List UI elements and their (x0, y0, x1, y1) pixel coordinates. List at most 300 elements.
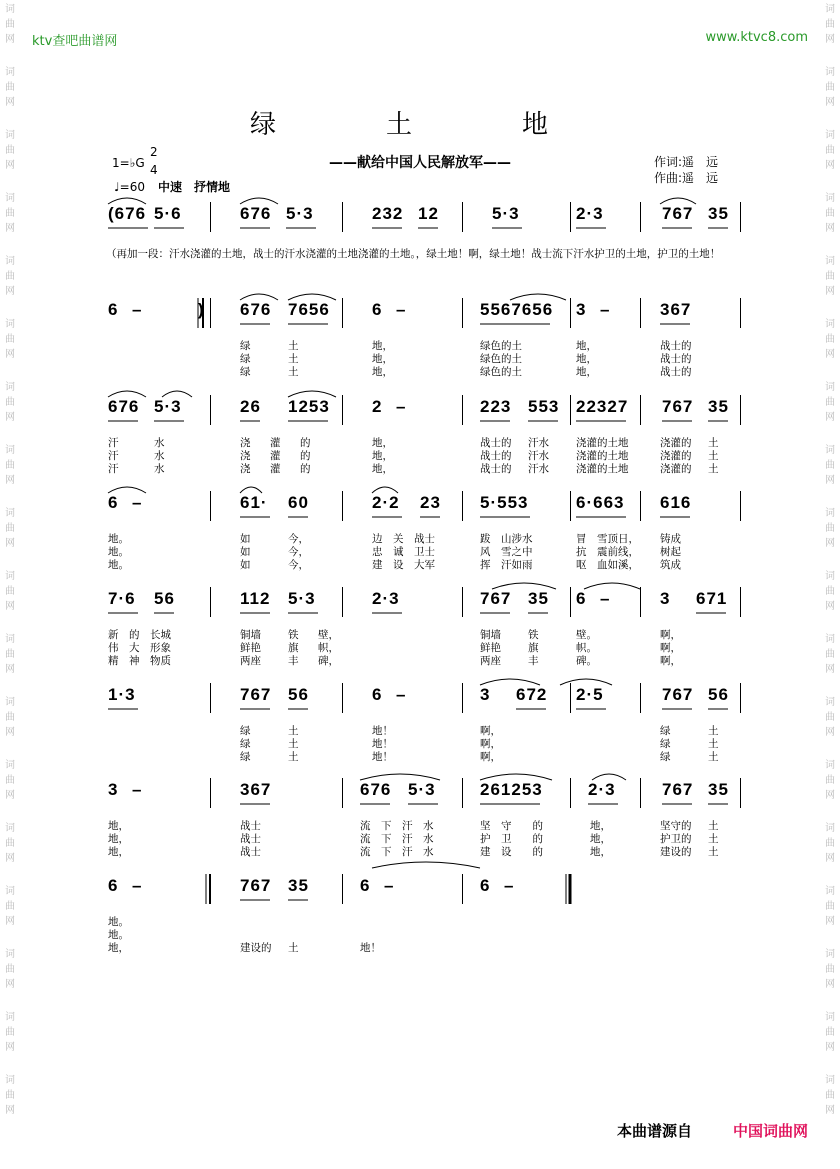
watermark-char: 网 (825, 790, 835, 801)
lyric-text: 土 (288, 738, 299, 750)
lyric-text: 啊， (660, 629, 681, 641)
lyric-text: 流 下 汗 水 (360, 833, 434, 845)
note-group: 35 (528, 589, 549, 608)
lyric-text: 地， (108, 820, 129, 832)
watermark-char: 曲 (5, 82, 15, 93)
note-group: 7·6 (108, 589, 136, 608)
lyric-text: 土 (708, 437, 719, 449)
lyric-text: 筑成 (660, 559, 681, 571)
watermark-char: 词 (825, 949, 835, 960)
watermark-char: 曲 (825, 1027, 835, 1038)
lyric-text: 战士的 (480, 450, 512, 462)
lyric-text: 战士的 (660, 353, 692, 365)
watermark-char: 网 (825, 1042, 835, 1053)
note-group: 1253 (288, 397, 330, 416)
watermark-char: 网 (5, 916, 15, 927)
watermark-char: 曲 (5, 334, 15, 345)
slur (480, 774, 552, 780)
lyric-text: 地。 (108, 916, 129, 928)
watermark-char: 曲 (825, 775, 835, 786)
watermark-char: 词 (5, 760, 15, 771)
lyric-text: 地， (590, 846, 611, 858)
watermark-char: 词 (5, 697, 15, 708)
lyric-text: 绿 (240, 725, 251, 737)
watermark-char: 词 (5, 1012, 15, 1023)
lyric-text: 地， (590, 820, 611, 832)
watermark-char: 曲 (825, 460, 835, 471)
lyric-text: 护 卫 的 (480, 833, 543, 845)
watermark-char: 词 (825, 697, 835, 708)
note-group: 676 (240, 204, 272, 223)
watermark-char: 网 (825, 349, 835, 360)
tempo-mark: ♩=60 (114, 180, 145, 194)
note-group: ) (198, 300, 205, 319)
note-group: 767 (662, 204, 694, 223)
watermark-char: 网 (5, 664, 15, 675)
lyric-text: 帜， (318, 642, 339, 654)
watermark-char: 词 (5, 256, 15, 267)
lyric-text: 伟 大 形象 (108, 642, 171, 654)
note-group: 5·3 (408, 780, 436, 799)
lyric-text: 帜。 (576, 642, 597, 654)
note-group: 56 (154, 589, 175, 608)
lyric-text: 地， (372, 437, 393, 449)
watermark-char: 曲 (825, 964, 835, 975)
lyric-text: 绿 (240, 738, 251, 750)
watermark-char: 曲 (825, 145, 835, 156)
lyric-text: 鲜艳 (240, 642, 261, 654)
watermark-char: 词 (825, 760, 835, 771)
note-group: – (396, 397, 407, 416)
watermark-char: 网 (5, 790, 15, 801)
watermark-char: 网 (5, 1042, 15, 1053)
lyric-text: 灌 (270, 450, 281, 462)
watermark-char: 网 (5, 853, 15, 864)
lyric-text: 地！ (360, 942, 381, 954)
lyric-text: 地。 (108, 546, 129, 558)
lyric-text: 绿 (660, 738, 671, 750)
slur (240, 487, 262, 493)
watermark-char: 曲 (825, 712, 835, 723)
lyric-text: 绿色的土 (480, 340, 522, 352)
note-group: 6 (480, 876, 491, 895)
watermark-char: 曲 (5, 460, 15, 471)
watermark-char: 网 (825, 979, 835, 990)
note-group: 6·663 (576, 493, 625, 512)
watermark-char: 网 (5, 97, 15, 108)
lyric-text: 地。 (108, 533, 129, 545)
watermark-char: 词 (825, 823, 835, 834)
slur (492, 583, 556, 589)
watermark-char: 词 (825, 67, 835, 78)
watermark-char: 网 (5, 475, 15, 486)
watermark-char: 词 (5, 382, 15, 393)
site-link-right[interactable]: www.ktvc8.com (705, 30, 808, 45)
lyric-text: 流 下 汗 水 (360, 846, 434, 858)
lyric-text: 土 (708, 450, 719, 462)
lyric-text: 如 (240, 533, 251, 545)
watermark-char: 网 (5, 979, 15, 990)
lyric-text: 啊， (480, 738, 501, 750)
composer: 作曲:遥 远 (654, 171, 719, 185)
note-group: 61· (240, 493, 268, 512)
lyric-text: 丰 (528, 655, 539, 667)
watermark-char: 曲 (5, 523, 15, 534)
watermark-char: 曲 (825, 649, 835, 660)
watermark-char: 网 (5, 160, 15, 171)
slur (660, 198, 696, 204)
watermark-char: 网 (825, 538, 835, 549)
slur (560, 679, 612, 685)
note-group: 553 (528, 397, 560, 416)
watermark-char: 词 (825, 319, 835, 330)
watermark-char: 网 (825, 97, 835, 108)
lyric-text: 忠 诚 卫士 (372, 546, 435, 558)
note-group: – (132, 493, 143, 512)
slur (240, 294, 278, 300)
site-link-left[interactable]: ktv查吧曲谱网 (32, 34, 118, 49)
note-group: 12 (418, 204, 439, 223)
note-group: 232 (372, 204, 404, 223)
lyric-text: 新 的 长城 (108, 629, 171, 641)
watermark-char: 网 (825, 853, 835, 864)
lyric-text: 浇灌的 (660, 450, 692, 462)
note-group: 671 (696, 589, 728, 608)
note-group: 35 (288, 876, 309, 895)
lyric-text: 土 (708, 725, 719, 737)
lyric-text: 地， (576, 353, 597, 365)
watermark-char: 词 (5, 571, 15, 582)
watermark-char: 词 (5, 508, 15, 519)
watermark-char: 网 (5, 601, 15, 612)
lyric-text: 地， (372, 463, 393, 475)
tempo-text: 中速 抒情地 (158, 180, 231, 194)
song-title: 绿 土 地 (249, 110, 590, 140)
lyric-text: 的 (300, 437, 311, 449)
lyric-text: 灌 (270, 463, 281, 475)
note-group: 5·553 (480, 493, 529, 512)
lyric-text: 建设的 (240, 942, 272, 954)
watermark-char: 词 (5, 130, 15, 141)
source-site-link[interactable]: 中国词曲网 (732, 1122, 808, 1140)
note-group: 35 (708, 204, 729, 223)
watermark-char: 曲 (825, 208, 835, 219)
watermark-char: 曲 (5, 775, 15, 786)
watermark-char: 词 (5, 1075, 15, 1086)
lyric-text: 土 (288, 340, 299, 352)
lyric-text: 树起 (660, 546, 681, 558)
note-group: 35 (708, 397, 729, 416)
note-group: 767 (480, 589, 512, 608)
source-label: 本曲谱源自 (616, 1122, 692, 1140)
lyric-text: 地， (108, 833, 129, 845)
watermark-char: 曲 (825, 271, 835, 282)
note-group: 676 (240, 300, 272, 319)
note-group: – (132, 300, 143, 319)
slur (162, 391, 192, 397)
note-group: (676 (108, 204, 147, 223)
watermark-char: 网 (5, 727, 15, 738)
lyric-text: 汗水 (528, 450, 549, 462)
note-group: 767 (662, 685, 694, 704)
watermark-char: 词 (825, 1075, 835, 1086)
watermark-char: 词 (825, 256, 835, 267)
watermark-char: 曲 (825, 838, 835, 849)
note-group: 5·3 (154, 397, 182, 416)
watermark-char: 网 (825, 727, 835, 738)
watermark-char: 词 (825, 4, 835, 15)
lyric-text: 灌 (270, 437, 281, 449)
watermark-char: 网 (5, 538, 15, 549)
watermark-char: 网 (825, 601, 835, 612)
watermark-char: 曲 (5, 208, 15, 219)
lyric-text: 地。 (108, 929, 129, 941)
lyric-text: 流 下 汗 水 (360, 820, 434, 832)
note-group: 767 (662, 397, 694, 416)
lyric-text: 地， (108, 846, 129, 858)
lyric-text: 碑， (318, 655, 339, 667)
lyric-text: 土 (708, 463, 719, 475)
lyric-text: 边 关 战士 (372, 533, 435, 545)
note-group: 6 (108, 876, 119, 895)
watermark-char: 曲 (5, 145, 15, 156)
slur (360, 774, 440, 780)
lyric-text: 绿色的土 (480, 366, 522, 378)
watermark-char: 网 (5, 1105, 15, 1116)
lyric-text: 浇灌的土地 (576, 437, 629, 449)
lyric-text: 绿 (660, 725, 671, 737)
note-group: 2·3 (372, 589, 400, 608)
lyric-text: 的 (300, 463, 311, 475)
note-group: 60 (288, 493, 309, 512)
lyric-text: 土 (288, 725, 299, 737)
watermark-char: 曲 (825, 901, 835, 912)
lyric-text: 土 (708, 833, 719, 845)
note-group: 35 (708, 780, 729, 799)
lyric-text: 旗 (528, 642, 539, 654)
note-group: 367 (660, 300, 692, 319)
note-group: 3 (660, 589, 671, 608)
lyric-text: 壁。 (576, 629, 597, 641)
watermark-char: 曲 (825, 1090, 835, 1101)
lyric-text: 地！ (372, 751, 393, 763)
note-group: 7656 (288, 300, 330, 319)
note-group: 3 (108, 780, 119, 799)
watermark-char: 曲 (825, 82, 835, 93)
watermark-char: 网 (5, 349, 15, 360)
note-group: 767 (662, 780, 694, 799)
watermark-char: 曲 (825, 397, 835, 408)
watermark-char: 曲 (5, 1027, 15, 1038)
lyric-text: 铸成 (660, 533, 681, 545)
lyric-text: 水 (154, 463, 165, 475)
watermark-char: 曲 (825, 19, 835, 30)
lyric-text: 精 神 物质 (108, 655, 171, 667)
lyric-text: 地， (590, 833, 611, 845)
lyric-text: 的 (300, 450, 311, 462)
lyric-text: 地， (372, 353, 393, 365)
slur (288, 391, 336, 397)
lyric-text: 战士的 (660, 366, 692, 378)
slur (592, 774, 626, 780)
lyric-text: 抗 震前线， (576, 546, 639, 558)
note-group: 676 (360, 780, 392, 799)
slur (108, 487, 146, 493)
note-group: 2·3 (588, 780, 616, 799)
lyric-text: 建 设 大军 (372, 559, 435, 571)
watermark-char: 曲 (5, 649, 15, 660)
note-group: 6 (108, 493, 119, 512)
lyric-text: 绿色的土 (480, 353, 522, 365)
lyric-text: 地！ (372, 738, 393, 750)
watermark-char: 词 (825, 130, 835, 141)
lyric-text: 浇灌的土地 (576, 450, 629, 462)
lyric-text: 建 设 的 (480, 846, 543, 858)
watermark-char: 词 (825, 634, 835, 645)
note-group: 6 (372, 685, 383, 704)
lyric-text: 地， (372, 366, 393, 378)
slur (108, 198, 146, 204)
watermark-char: 网 (825, 664, 835, 675)
watermark-char: 词 (825, 508, 835, 519)
lyric-text: 汗水 (528, 463, 549, 475)
note-group: 672 (516, 685, 548, 704)
note-group: 6 (108, 300, 119, 319)
watermark-char: 曲 (825, 586, 835, 597)
slur (240, 198, 278, 204)
lyric-text: 土 (708, 738, 719, 750)
slur (372, 487, 398, 493)
watermark-char: 网 (825, 34, 835, 45)
lyricist: 作词:遥 远 (654, 155, 719, 169)
lyric-text: 铁 (288, 629, 299, 641)
lyric-text: 丰 (288, 655, 299, 667)
note-group: 261253 (480, 780, 543, 799)
lyric-text: 两座 (240, 655, 261, 667)
note-group: 367 (240, 780, 272, 799)
lyric-text: 铁 (528, 629, 539, 641)
lyric-text: 土 (708, 751, 719, 763)
watermark-char: 词 (5, 634, 15, 645)
note-group: 2·2 (372, 493, 400, 512)
note-group: 5567656 (480, 300, 554, 319)
watermark-char: 曲 (5, 901, 15, 912)
lyric-text: 浇 (240, 437, 251, 449)
watermark-char: 词 (5, 319, 15, 330)
watermark-char: 词 (5, 67, 15, 78)
note-group: 5·3 (286, 204, 314, 223)
watermark-char: 词 (5, 886, 15, 897)
watermark-char: 词 (825, 886, 835, 897)
lyric-text: 浇 (240, 450, 251, 462)
note-group: 676 (108, 397, 140, 416)
lyric-text: 冒 雪顶日， (576, 533, 639, 545)
slur (288, 294, 336, 300)
note-group: 26 (240, 397, 261, 416)
watermark-char: 词 (5, 445, 15, 456)
lyric-text: 汗 (108, 450, 119, 462)
lyric-text: 绿 (240, 751, 251, 763)
lyric-text: 汗 (108, 463, 119, 475)
key-signature: 1=♭G (112, 156, 145, 170)
lyric-text: 呕 血如溪， (576, 559, 639, 571)
watermark-char: 曲 (5, 964, 15, 975)
time-top: 2 (150, 145, 158, 159)
lyric-text: 坚 守 的 (480, 820, 543, 832)
lyric-text: 建设的 (660, 846, 692, 858)
watermark-char: 词 (5, 823, 15, 834)
lyric-text: 旗 (288, 642, 299, 654)
lyric-text: 水 (154, 437, 165, 449)
lyric-text: 今， (288, 546, 309, 558)
note-group: 6 (360, 876, 371, 895)
watermark-char: 网 (5, 34, 15, 45)
song-subtitle: ——献给中国人民解放军—— (329, 155, 511, 171)
note-group: 2·3 (576, 204, 604, 223)
lyric-text: 浇灌的 (660, 437, 692, 449)
note-group: 23 (420, 493, 441, 512)
watermark-char: 词 (5, 4, 15, 15)
lyric-text: 战士的 (660, 340, 692, 352)
note-group: 1·3 (108, 685, 136, 704)
lyric-text: 土 (288, 751, 299, 763)
lyric-text: 护卫的 (660, 833, 692, 845)
lyric-text: 啊， (480, 751, 501, 763)
note-group: – (600, 589, 611, 608)
slur (584, 583, 640, 589)
note-group: 2 (372, 397, 383, 416)
lyric-text: 战士 (240, 820, 261, 832)
note-group: – (504, 876, 515, 895)
watermark-char: 网 (5, 286, 15, 297)
watermark-char: 曲 (5, 397, 15, 408)
note-group: 22327 (576, 397, 629, 416)
watermark-char: 词 (825, 193, 835, 204)
watermark-char: 网 (825, 916, 835, 927)
watermark-char: 曲 (5, 586, 15, 597)
lyric-text: 地， (576, 366, 597, 378)
watermark-char: 曲 (5, 838, 15, 849)
note-group: – (384, 876, 395, 895)
note-group: 767 (240, 685, 272, 704)
watermark-char: 曲 (825, 334, 835, 345)
slur (510, 294, 566, 300)
lyric-text: 壁， (318, 629, 339, 641)
lyric-text: 啊， (660, 655, 681, 667)
lyric-text: 汗水 (528, 437, 549, 449)
watermark-char: 曲 (5, 19, 15, 30)
extra-verse-note: （再加一段：汗水浇灌的土地，战士的汗水浇灌的土地浇灌的土地。，绿土地！啊，绿土地！战士流下汗水护卫的土地，护卫的土地！ (106, 248, 721, 260)
lyric-text: 两座 (480, 655, 501, 667)
note-group: 5·3 (288, 589, 316, 608)
note-group: – (132, 876, 143, 895)
note-group: 5·3 (492, 204, 520, 223)
note-group: 3 (576, 300, 587, 319)
note-group: 5·6 (154, 204, 182, 223)
note-group: – (396, 300, 407, 319)
lyric-text: 土 (288, 353, 299, 365)
note-group: 6 (372, 300, 383, 319)
lyric-text: 地， (108, 942, 129, 954)
watermark-char: 词 (825, 1012, 835, 1023)
watermark-char: 曲 (5, 712, 15, 723)
lyric-text: 挥 汗如雨 (480, 559, 533, 571)
lyric-text: 地。 (108, 559, 129, 571)
lyric-text: 啊， (660, 642, 681, 654)
lyric-text: 地， (372, 450, 393, 462)
lyric-text: 土 (288, 942, 299, 954)
note-group: 2·5 (576, 685, 604, 704)
